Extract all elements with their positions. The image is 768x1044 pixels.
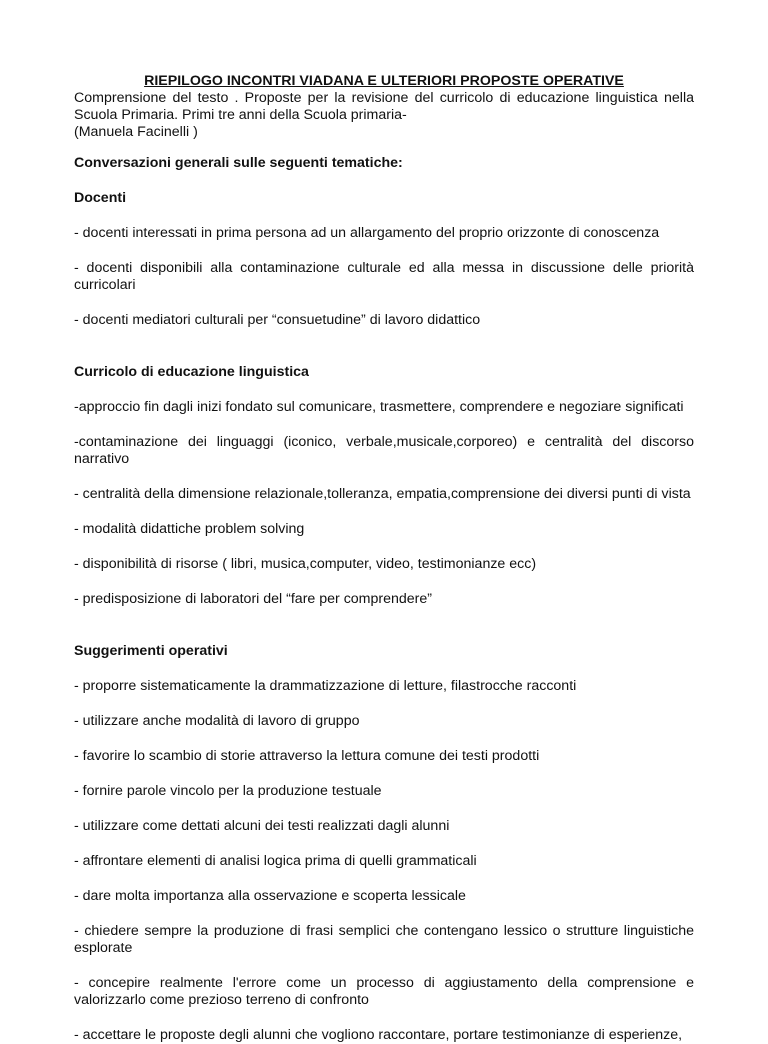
docenti-item: - docenti mediatori culturali per “consuetudine” di lavoro didattico xyxy=(74,312,481,328)
suggerimenti-item: - affrontare elementi di analisi logica prima di quelli grammaticali xyxy=(74,853,477,869)
intro-line: Comprensione del testo . Proposte per la revisione del curricolo di educazione linguistica nella xyxy=(74,90,694,106)
suggerimenti-item: - proporre sistematicamente la drammatizzazione di letture, filastrocche racconti xyxy=(74,678,577,694)
document-page xyxy=(74,73,694,1044)
curricolo-item: - disponibilità di risorse ( libri, musica,computer, video, testimonianze ecc) xyxy=(74,556,537,572)
suggerimenti-item: - concepire realmente l'errore come un processo di aggiustamento della comprensione e valorizzarlo come prezioso terreno di confronto xyxy=(74,975,694,1008)
conversazioni-heading: Conversazioni generali sulle seguenti tematiche: xyxy=(74,155,403,171)
docenti-item: - docenti interessati in prima persona ad un allargamento del proprio orizzonte di conoscenza xyxy=(74,225,660,241)
intro-line: (Manuela Facinelli ) xyxy=(74,124,198,140)
suggerimenti-item: - fornire parole vincolo per la produzione testuale xyxy=(74,783,382,799)
suggerimenti-item: - dare molta importanza alla osservazione e scoperta lessicale xyxy=(74,888,466,904)
curricolo-item: - centralità della dimensione relazionale,tolleranza, empatia,comprensione dei diversi punti di vista xyxy=(74,486,691,502)
curricolo-item: - modalità didattiche problem solving xyxy=(74,521,305,537)
suggerimenti-item: - utilizzare come dettati alcuni dei testi realizzati dagli alunni xyxy=(74,818,450,834)
curricolo-item: -contaminazione dei linguaggi (iconico, verbale,musicale,corporeo) e centralità del discorso narrativo xyxy=(74,434,694,467)
docenti-item: - docenti disponibili alla contaminazione culturale ed alla messa in discussione delle priorità curricolari xyxy=(74,260,694,293)
intro-line: Scuola Primaria. Primi tre anni della Scuola primaria- xyxy=(74,107,407,123)
suggerimenti-item: - accettare le proposte degli alunni che vogliono raccontare, portare testimonianze di esperienze, xyxy=(74,1027,683,1043)
docenti-heading: Docenti xyxy=(74,190,127,206)
suggerimenti-item: - favorire lo scambio di storie attraverso la lettura comune dei testi prodotti xyxy=(74,748,540,764)
curricolo-item: - predisposizione di laboratori del “fare per comprendere” xyxy=(74,591,433,607)
suggerimenti-item: - utilizzare anche modalità di lavoro di gruppo xyxy=(74,713,360,729)
curricolo-heading: Curricolo di educazione linguistica xyxy=(74,364,309,380)
suggerimenti-heading: Suggerimenti operativi xyxy=(74,643,228,659)
suggerimenti-item: - chiedere sempre la produzione di frasi semplici che contengano lessico o strutture linguistiche esplorate xyxy=(74,923,694,956)
curricolo-item: -approccio fin dagli inizi fondato sul comunicare, trasmettere, comprendere e negoziare significati xyxy=(74,399,684,415)
document-title: RIEPILOGO INCONTRI VIADANA E ULTERIORI PROPOSTE OPERATIVE xyxy=(144,73,624,89)
intro-block xyxy=(74,90,694,141)
